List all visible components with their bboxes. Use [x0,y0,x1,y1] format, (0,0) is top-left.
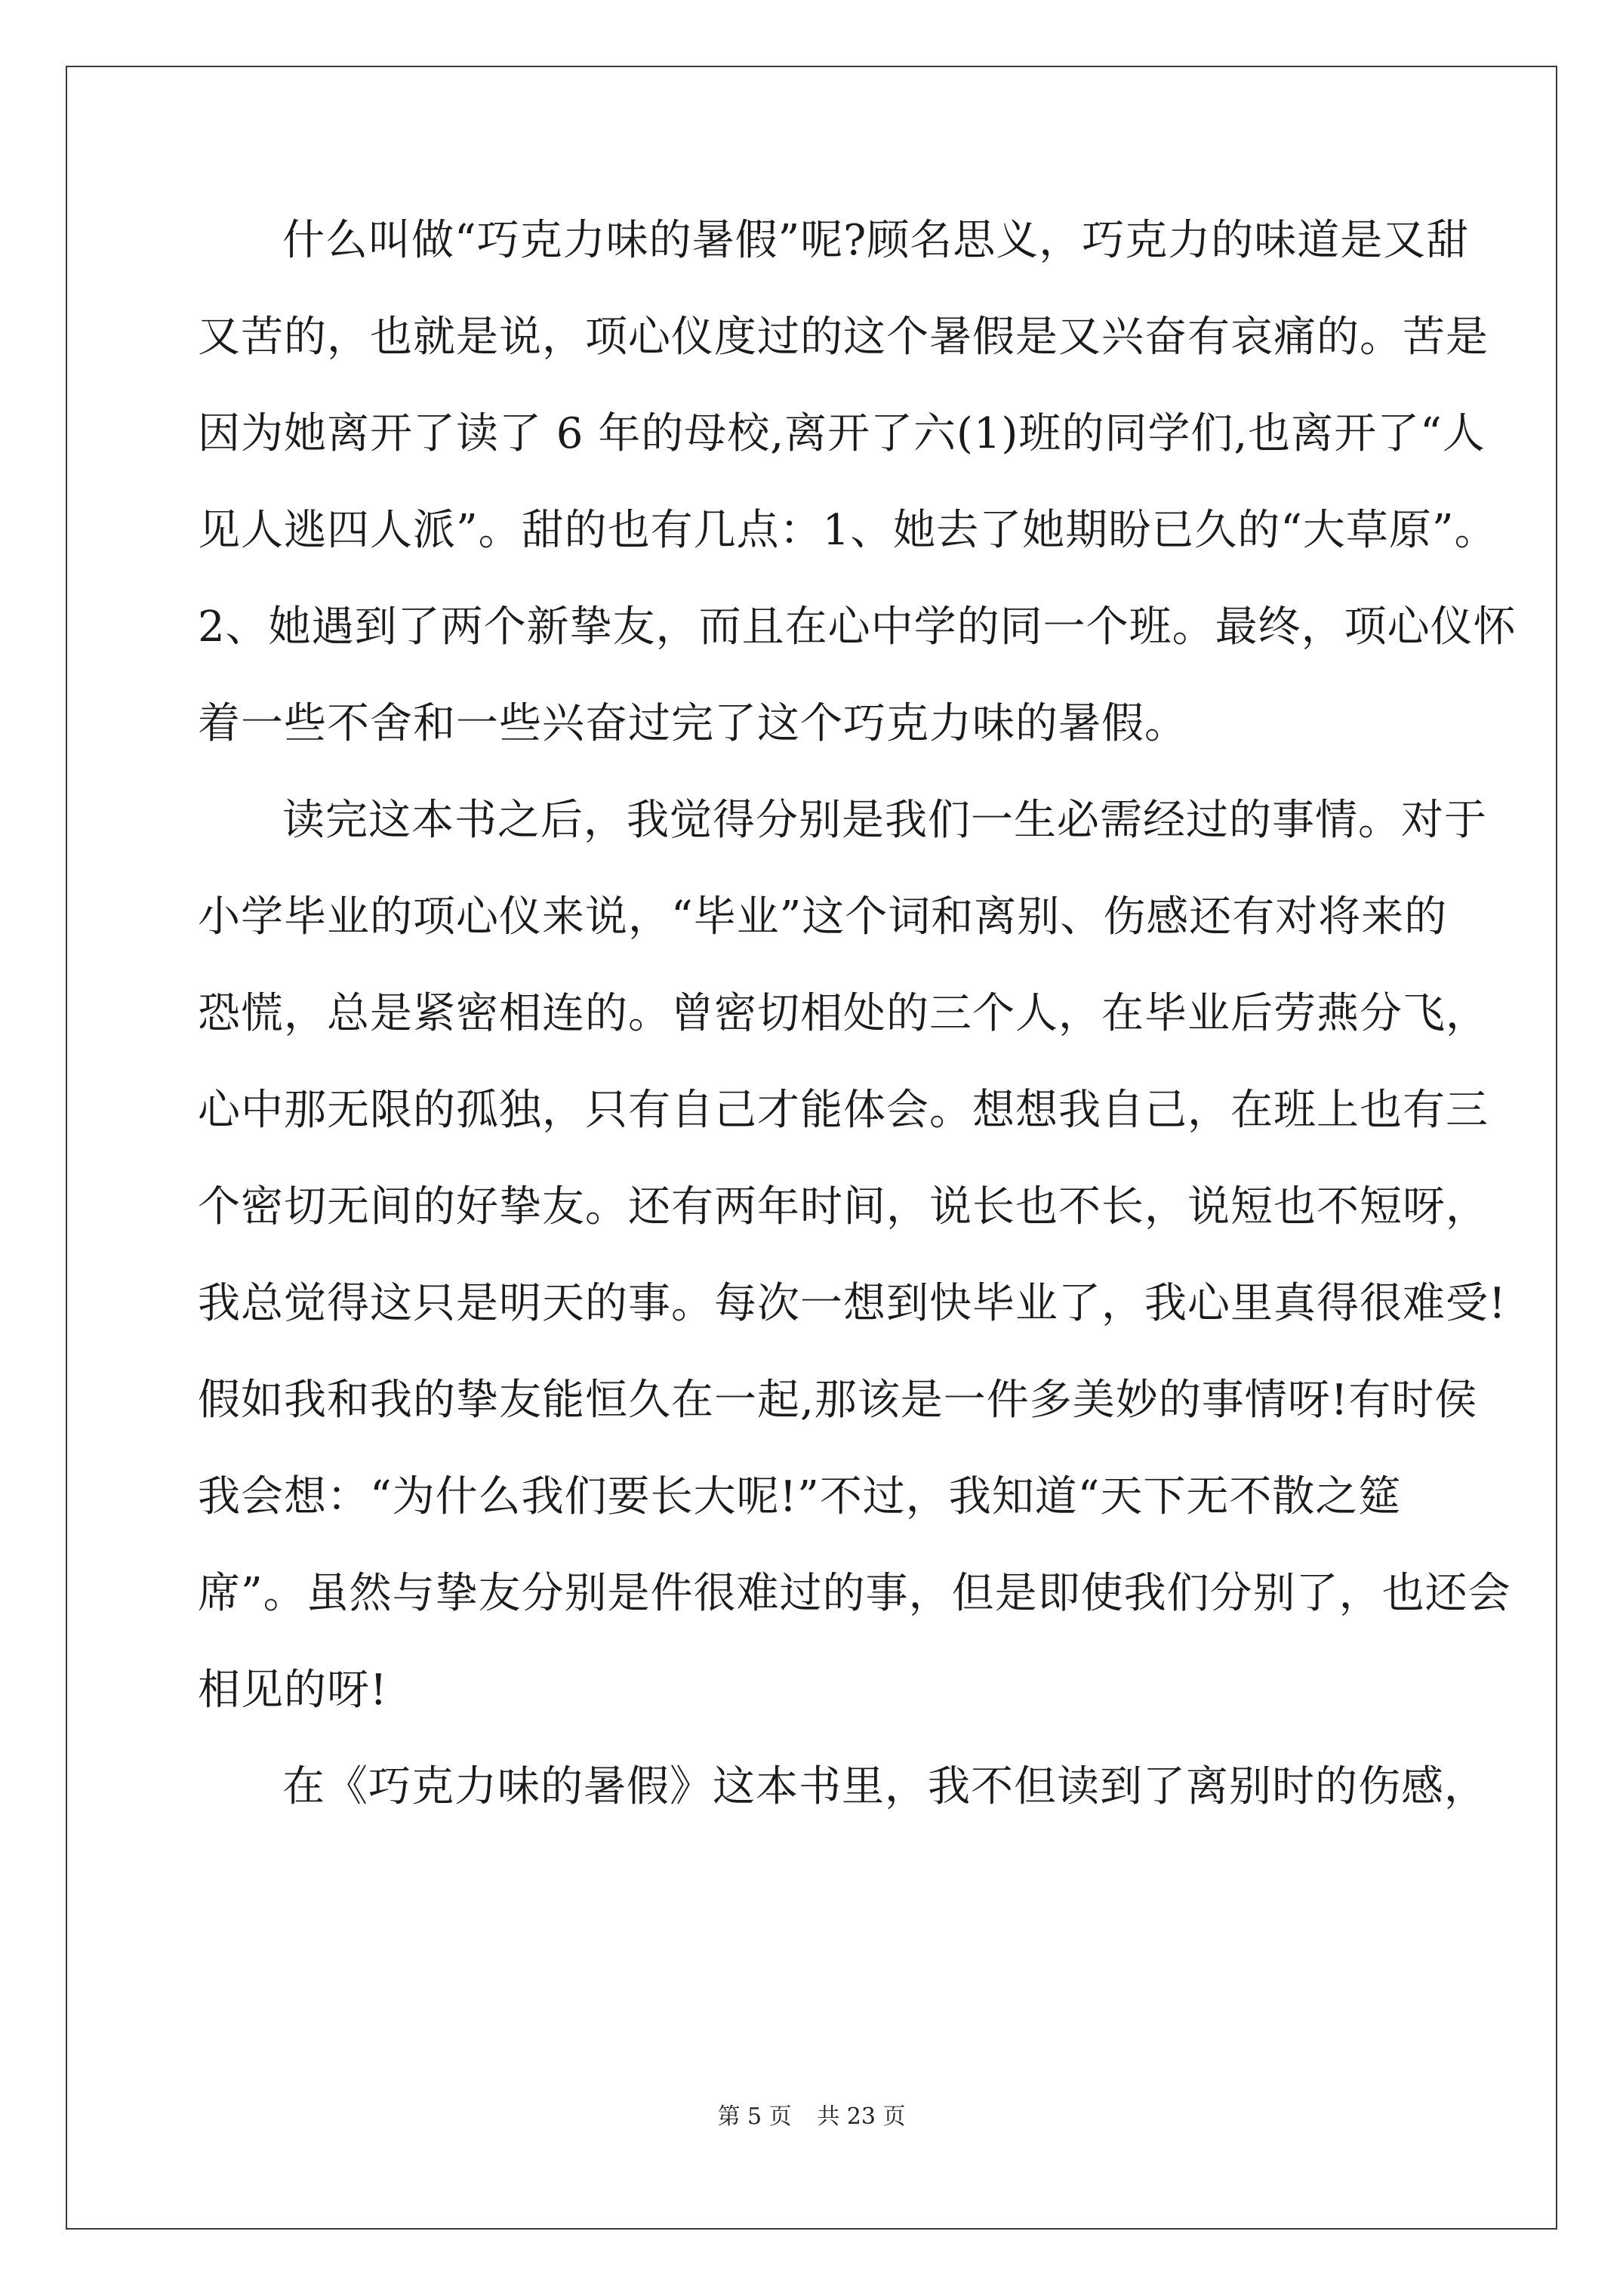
paragraph-1-line-4: 见人逃四人派”。甜的也有几点：1、她去了她期盼已久的“大草原”。 [198,506,1498,555]
paragraph-2-line-10: 相见的呀! [198,1666,388,1715]
paragraph-1-line-1: 什么叫做“巧克力味的暑假”呢?顾名思义，巧克力的味道是又甜 [282,216,1470,265]
page-number: 第 5 页 [717,2103,792,2130]
page-footer [0,2097,1623,2131]
paragraph-2-line-7: 假如我和我的挚友能恒久在一起,那该是一件多美妙的事情呀!有时侯 [198,1376,1478,1425]
paragraph-2-line-5: 个密切无间的好挚友。还有两年时间，说长也不长，说短也不短呀， [198,1182,1489,1231]
paragraph-2-line-2: 小学毕业的项心仪来说，“毕业”这个词和离别、伤感还有对将来的 [198,892,1448,942]
paragraph-1-line-2: 又苦的，也就是说，项心仪度过的这个暑假是又兴奋有哀痛的。苦是 [198,313,1489,362]
paragraph-2-line-1: 读完这本书之后，我觉得分别是我们一生必需经过的事情。对于 [282,796,1487,845]
paragraph-2-line-9: 席”。虽然与挚友分别是件很难过的事，但是即使我们分别了，也还会 [198,1569,1511,1618]
paragraph-3-line-1: 在《巧克力味的暑假》这本书里，我不但读到了离别时的伤感， [282,1762,1487,1811]
paragraph-2-line-8: 我会想：“为什么我们要长大呢!”不过，我知道“天下无不散之筵 [198,1472,1402,1521]
paragraph-1-line-6: 着一些不舍和一些兴奋过完了这个巧克力味的暑假。 [198,699,1187,748]
paragraph-2-line-6: 我总觉得这只是明天的事。每次一想到快毕业了，我心里真得很难受! [198,1279,1507,1328]
paragraph-1-line-5: 2、她遇到了两个新挚友，而且在心中学的同一个班。最终，项心仪怀 [198,603,1517,652]
paragraph-2-line-4: 心中那无限的孤独，只有自己才能体会。想想我自己，在班上也有三 [198,1086,1489,1135]
paragraph-1-line-3: 因为她离开了读了 6 年的母校,离开了六(1)班的同学们,也离开了“人 [198,409,1486,458]
page-total: 共 23 页 [817,2103,906,2130]
paragraph-2-line-3: 恐慌，总是紧密相连的。曾密切相处的三个人，在毕业后劳燕分飞， [198,989,1489,1038]
